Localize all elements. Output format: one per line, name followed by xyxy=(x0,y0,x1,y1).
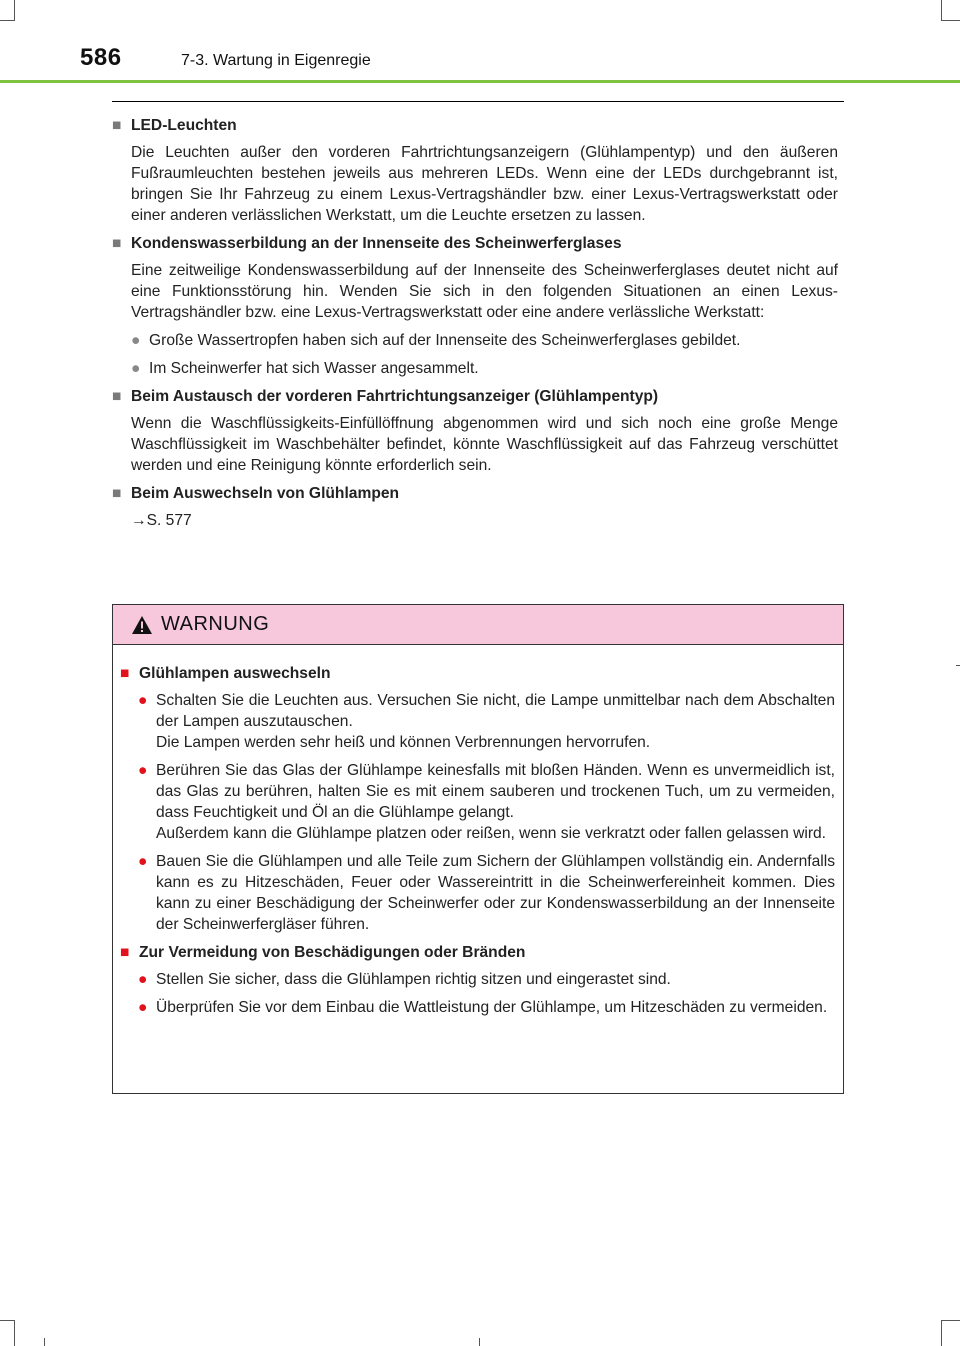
section-text: Die Leuchten außer den vorderen Fahrtrichtungsanzeigern (Glühlampentyp) und den äußeren Fußraumleuchten bestehen jeweils aus mehreren LEDs. Wenn eine der LEDs durchgebrannt ist, bringen Sie Ihr Fahrzeug zu einem Lexus-Vertragshändler bzw. einer Lexus-Vertragswerkstatt oder einer anderen verlässlichen Werkstatt, um die Leuchte ersetzen zu lassen. xyxy=(131,144,838,224)
square-bullet-icon: ■ xyxy=(120,944,130,961)
warning-item: ● Schalten Sie die Leuchten aus. Versuchen Sie nicht, die Lampe unmittelbar nach dem Abschalten der Lampen auszutauschen. Die Lampen werden sehr heiß und können Verbrennungen hervorrufen. xyxy=(138,692,835,751)
crop-mark xyxy=(479,1338,480,1346)
section-heading: ■ Beim Austausch der vorderen Fahrtrichtungsanzeiger (Glühlampentyp) xyxy=(112,388,659,405)
warning-header xyxy=(113,605,843,645)
section-heading: ■ Kondenswasserbildung an der Innenseite des Scheinwerferglases xyxy=(112,235,622,252)
crop-mark xyxy=(941,1320,942,1346)
warning-heading: ■ Zur Vermeidung von Beschädigungen oder Bränden xyxy=(120,944,526,961)
round-bullet-icon: ● xyxy=(131,360,141,377)
round-bullet-icon: ● xyxy=(131,332,141,349)
chapter-title: 7-3. Wartung in Eigenregie xyxy=(181,52,371,69)
header-rule xyxy=(0,80,960,83)
crop-mark xyxy=(0,20,15,21)
round-bullet-icon: ● xyxy=(138,762,148,779)
crop-mark xyxy=(941,1320,960,1321)
warning-body xyxy=(113,645,843,1018)
round-bullet-icon: ● xyxy=(138,853,148,870)
main-content xyxy=(112,115,838,531)
warning-item: ● Berühren Sie das Glas der Glühlampe keinesfalls mit bloßen Händen. Wenn es unvermeidlich ist, das Glas zu berühren, halten Sie es mit einem sauberen und trockenen Tuch, um zu vermeiden, dass Feuchtigkeit und Öl an die Glühlampe gelangt. Außerdem kann die Glühlampe platzen oder reißen, wenn sie verkratzt oder fallen gelassen wird. xyxy=(138,762,835,842)
page-reference-link[interactable]: →S. 577 xyxy=(131,512,192,529)
crop-mark xyxy=(956,665,960,666)
crop-mark xyxy=(0,1320,15,1321)
warning-triangle-icon xyxy=(131,615,153,635)
square-bullet-icon: ■ xyxy=(112,235,122,252)
square-bullet-icon: ■ xyxy=(112,388,122,405)
section-heading: ■ Beim Auswechseln von Glühlampen xyxy=(112,485,400,502)
round-bullet-icon: ● xyxy=(138,999,148,1016)
list-item: ● Im Scheinwerfer hat sich Wasser angesammelt. xyxy=(131,360,479,377)
crop-mark xyxy=(14,0,15,20)
square-bullet-icon: ■ xyxy=(112,485,122,502)
warning-box xyxy=(112,604,844,1094)
list-item: ● Große Wassertropfen haben sich auf der Innenseite des Scheinwerferglases gebildet. xyxy=(131,332,741,349)
square-bullet-icon: ■ xyxy=(112,117,122,134)
crop-mark xyxy=(44,1338,45,1346)
section-text: Wenn die Waschflüssigkeits-Einfüllöffnung abgenommen wird und sich noch eine große Menge Waschflüssigkeit im Waschbehälter befindet, könnte Waschflüssigkeit auf das Fahrzeug verschüttet werden und eine Reinigung könnte erforderlich sein. xyxy=(131,415,838,474)
section-text: Eine zeitweilige Kondenswasserbildung auf der Innenseite des Scheinwerferglases deutet nicht auf eine Funktionsstörung hin. Wenden Sie sich in den folgenden Situationen an einen Lexus-Vertragshändler bzw. eine Lexus-Vertragswerkstatt oder eine andere verlässliche Werkstatt: xyxy=(131,262,838,321)
round-bullet-icon: ● xyxy=(138,971,148,988)
warning-label: WARNUNG xyxy=(161,613,270,635)
square-bullet-icon: ■ xyxy=(120,665,130,682)
section-heading: ■ LED-Leuchten xyxy=(112,117,237,134)
round-bullet-icon: ● xyxy=(138,692,148,709)
warning-heading: ■ Glühlampen auswechseln xyxy=(120,665,331,682)
section-rule xyxy=(112,101,844,102)
warning-item: ● Überprüfen Sie vor dem Einbau die Wattleistung der Glühlampe, um Hitzeschäden zu vermeiden. xyxy=(138,999,828,1016)
crop-mark xyxy=(14,1320,15,1346)
crop-mark xyxy=(941,0,942,20)
warning-item: ● Bauen Sie die Glühlampen und alle Teile zum Sichern der Glühlampen vollständig ein. Andernfalls kann es zu Hitzeschäden, Feuer oder Wassereintritt in die Scheinwerfereinheit kommen. Dies kann zu einer Beschädigung der Scheinwerfer oder zur Kondenswasserbildung an der Innenseite der Scheinwerfergläser führen. xyxy=(138,853,835,933)
warning-item: ● Stellen Sie sicher, dass die Glühlampen richtig sitzen und eingerastet sind. xyxy=(138,971,671,988)
crop-mark xyxy=(941,20,960,21)
page-number: 586 xyxy=(80,44,122,71)
